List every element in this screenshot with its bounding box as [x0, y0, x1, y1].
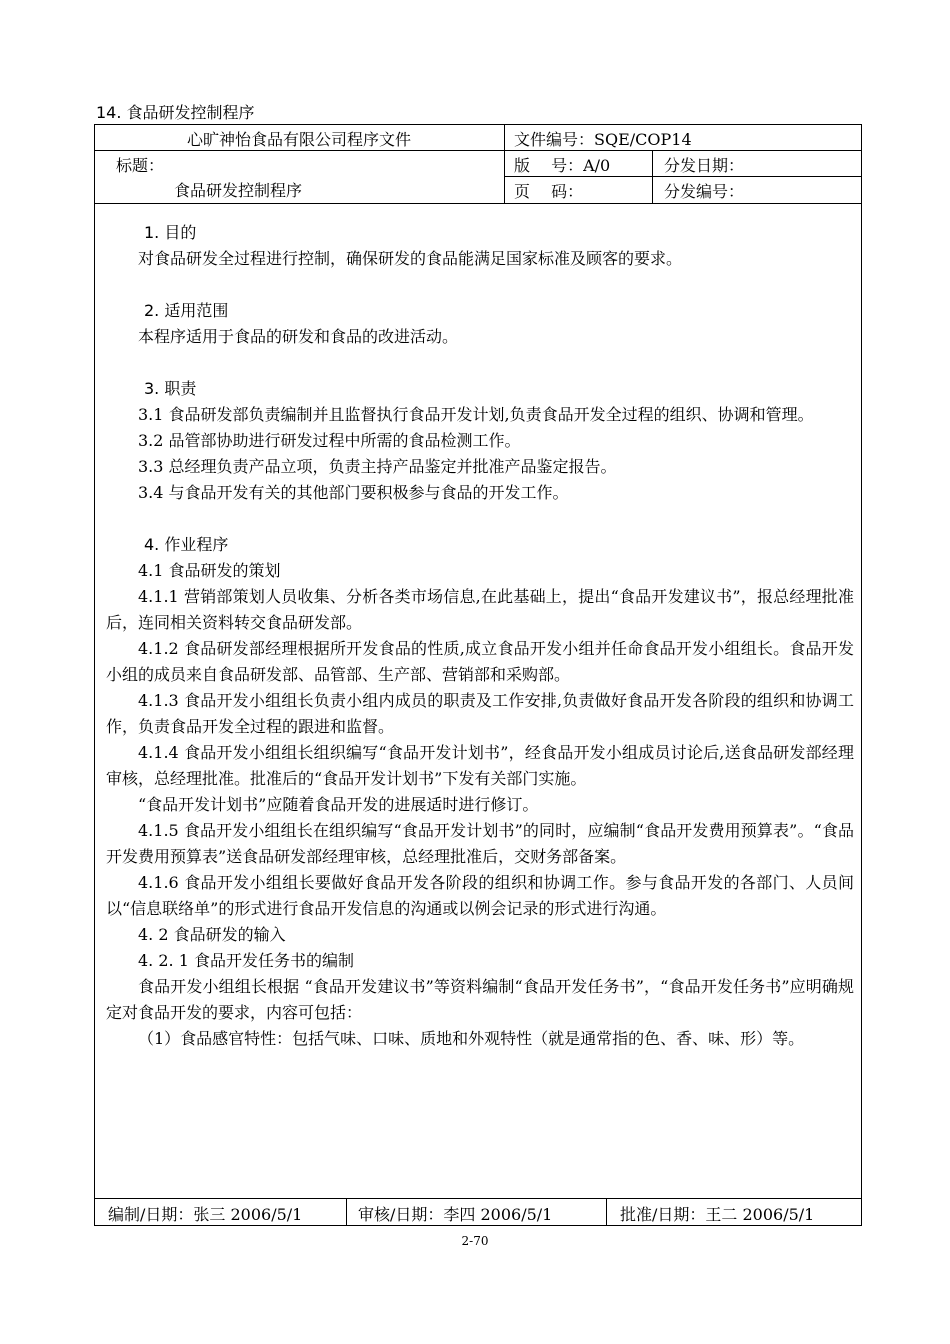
- header-divider-horizontal: [94, 150, 862, 151]
- footer-divider-1: [346, 1198, 347, 1226]
- header-divider-horizontal-2: [504, 176, 862, 177]
- header-divider-vertical: [504, 124, 505, 204]
- body-paragraph: “食品开发计划书”应随着食品开发的进展适时进行修订。: [138, 795, 539, 814]
- body-paragraph: 4.1.5 食品开发小组组长在组织编写“食品开发计划书”的同时，应编制“食品开发费用预算表”。“食品开发费用预算表”送食品研发部经理审核，总经理批准后，交财务部备案。: [106, 821, 854, 866]
- body-paragraph: 食品开发小组组长根据 “食品开发建议书”等资料编制“食品开发任务书”，“食品开发任务书”应明确规定对食品开发的要求，内容可包括：: [106, 977, 854, 1022]
- section-heading: 2. 适用范围: [144, 301, 229, 320]
- section-heading: 4. 作业程序: [144, 535, 229, 554]
- body-paragraph: 本程序适用于食品的研发和食品的改进活动。: [138, 327, 459, 346]
- body-paragraph: 3.4 与食品开发有关的其他部门要积极参与食品的开发工作。: [138, 483, 569, 502]
- header-divider-vertical-2: [652, 150, 653, 204]
- paragraph-gap: [106, 506, 854, 532]
- section-heading: 3. 职责: [144, 379, 197, 398]
- body-paragraph: 4. 2 食品研发的输入: [138, 925, 286, 944]
- document-title: 14. 食品研发控制程序: [96, 103, 255, 122]
- issue-number: 分发编号：: [664, 182, 745, 201]
- body-paragraph: 3.1 食品研发部负责编制并且监督执行食品开发计划,负责食品开发全过程的组织、协调和管理。: [138, 405, 814, 424]
- body-paragraph: 3.3 总经理负责产品立项，负责主持产品鉴定并批准产品鉴定报告。: [138, 457, 617, 476]
- footer-divider-2: [606, 1198, 607, 1226]
- body-paragraph: 4.1.3 食品开发小组组长负责小组内成员的职责及工作安排,负责做好食品开发各阶段的组织和协调工作，负责食品开发全过程的跟进和监督。: [106, 691, 854, 736]
- body-paragraph: 4.1.2 食品研发部经理根据所开发食品的性质,成立食品开发小组并任命食品开发小组组长。食品开发小组的成员来自食品研发部、品管部、生产部、营销部和采购部。: [106, 639, 854, 684]
- reviewer-signoff: 审核/日期：李四 2006/5/1: [358, 1205, 553, 1224]
- page-code: 页 码：: [514, 182, 584, 201]
- body-paragraph: 3.2 品管部协助进行研发过程中所需的食品检测工作。: [138, 431, 521, 450]
- company-doc-name: 心旷神怡食品有限公司程序文件: [186, 130, 411, 149]
- body-paragraph: 4.1.6 食品开发小组组长要做好食品开发各阶段的组织和协调工作。参与食品开发的各部门、人员间以“信息联络单”的形式进行食品开发信息的沟通或以例会记录的形式进行沟通。: [106, 873, 854, 918]
- body-paragraph: 4. 2. 1 食品开发任务书的编制: [138, 951, 354, 970]
- header-bottom-rule: [94, 203, 862, 204]
- title-label: 标题：: [116, 156, 165, 175]
- page-number: 2-70: [461, 1234, 489, 1248]
- document-body: [106, 220, 854, 1052]
- body-paragraph: 对食品研发全过程进行控制，确保研发的食品能满足国家标准及顾客的要求。: [138, 249, 683, 268]
- issue-date: 分发日期：: [664, 156, 745, 175]
- body-paragraph: 4.1.1 营销部策划人员收集、分析各类市场信息,在此基础上，提出“食品开发建议书”，报总经理批准后，连同相关资料转交食品研发部。: [106, 587, 854, 632]
- editor-signoff: 编制/日期：张三 2006/5/1: [108, 1205, 303, 1224]
- file-number: 文件编号：SQE/COP14: [514, 130, 692, 149]
- approver-signoff: 批准/日期：王二 2006/5/1: [620, 1205, 815, 1224]
- title-value: 食品研发控制程序: [174, 181, 303, 200]
- body-paragraph: 4.1 食品研发的策划: [138, 561, 281, 580]
- body-paragraph: 4.1.4 食品开发小组组长组织编写“食品开发计划书”，经食品开发小组成员讨论后,送食品研发部经理审核，总经理批准。批准后的“食品开发计划书”下发有关部门实施。: [106, 743, 854, 788]
- paragraph-gap: [106, 350, 854, 376]
- footer-top-rule: [94, 1198, 862, 1199]
- paragraph-gap: [106, 272, 854, 298]
- body-paragraph: （1）食品感官特性：包括气味、口味、质地和外观特性（就是通常指的色、香、味、形）等。: [138, 1029, 805, 1048]
- version-number: 版 号：A/0: [514, 156, 611, 175]
- section-heading: 1. 目的: [144, 223, 197, 242]
